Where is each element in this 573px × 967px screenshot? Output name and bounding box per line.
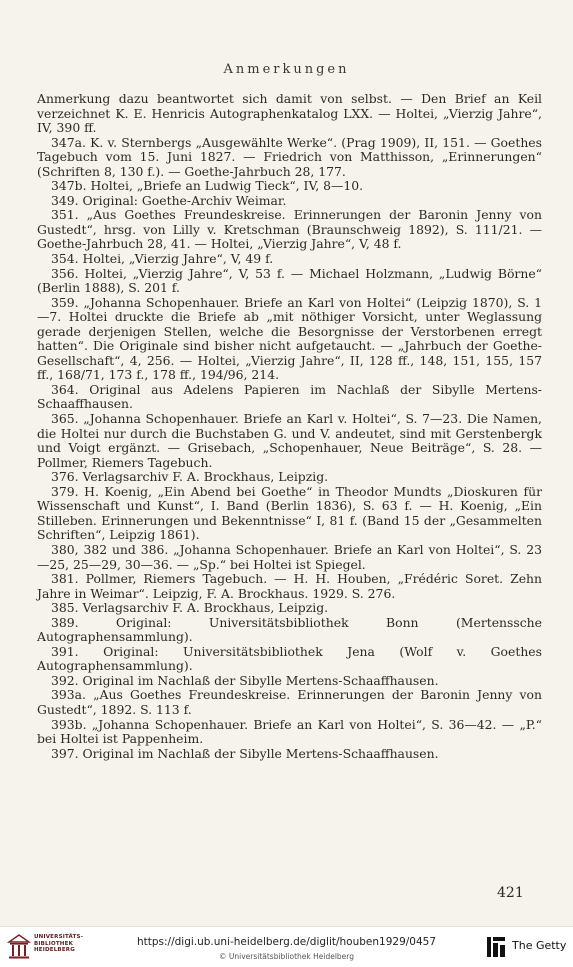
note-paragraph: 385. Verlagsarchiv F. A. Brockhaus, Leipzig. [51, 600, 329, 616]
note-paragraph: 349. Original: Goethe-Archiv Weimar. [51, 192, 287, 208]
library-name-line: BIBLIOTHEK [34, 940, 74, 947]
note-paragraph: 379. H. Koenig, „Ein Abend bei Goethe“ in Theodor Mundts „Dioskuren für Wissenschaft und Kunst“, I. Band (Berlin 1836), S. 63 f. — H. Koenig, „Ein Stilleben. Erinnerungen und Bekenntnisse“ I, 81 f. (Band 15 der „Gesammelten Schriften“, Leipzig 1861). [37, 483, 542, 543]
note-paragraph: 380, 382 und 386. „Johanna Schopenhauer. Briefe an Karl von Holtei“, S. 23—25, 25—29, 30—36. — „Sp.“ bei Holtei ist Spiegel. [37, 541, 542, 572]
note-paragraph: 389. Original: Universitätsbibliothek Bonn (Mertenssche Autographensammlung). [37, 614, 542, 645]
running-head: Anmerkungen [223, 62, 350, 77]
getty-logo-icon [486, 936, 506, 958]
permalink-url[interactable]: https://digi.ub.uni-heidelberg.de/diglit/houben1929/0457 [136, 936, 437, 948]
note-paragraph: 392. Original im Nachlaß der Sibylle Mertens-Schaaffhausen. [51, 672, 439, 688]
note-paragraph: 376. Verlagsarchiv F. A. Brockhaus, Leipzig. [51, 469, 329, 485]
note-paragraph: 364. Original aus Adelens Papieren im Nachlaß der Sibylle Mertens-Schaaffhausen. [37, 381, 542, 412]
note-paragraph: 347b. Holtei, „Briefe an Ludwig Tieck“, IV, 8—10. [51, 178, 364, 194]
page-number: 421 [497, 885, 524, 901]
library-name-line: HEIDELBERG [34, 947, 75, 953]
viewer-footer [0, 926, 573, 967]
note-paragraph: 351. „Aus Goethes Freundeskreise. Erinnerungen der Baronin Jenny von Gustedt“, hrsg. von Lilly v. Kretschman (Braunschweig 1892), S. 111/21. — Goethe-Jahrbuch 28, 41. — Holtei, „Vierzig Jahre“, V, 48 f. [37, 207, 542, 252]
notes-text [37, 92, 542, 761]
note-paragraph: 393a. „Aus Goethes Freundeskreise. Erinnerungen der Baronin Jenny von Gustedt“, 1892. S. 113 f. [37, 687, 542, 717]
note-paragraph: 391. Original: Universitätsbibliothek Jena (Wolf v. Goethes Autographensammlung). [37, 643, 542, 674]
note-paragraph: 365. „Johanna Schopenhauer. Briefe an Karl v. Holtei“, S. 7—23. Die Namen, die Holtei nur durch die Buchstaben G. und V. andeutet, sind mit Gerstenbergk und Voigt ergänzt. — Grisebach, „Schopenhauer, Neue Beiträge“, S. 28. — Pollmer, Riemers Tagebuch. [37, 411, 542, 470]
note-paragraph: 381. Pollmer, Riemers Tagebuch. — H. H. Houben, „Frédéric Soret. Zehn Jahre in Weimar“. Leipzig, F. A. Brockhaus. 1929. S. 276. [37, 571, 542, 601]
note-paragraph: 393b. „Johanna Schopenhauer. Briefe an Karl von Holtei“, S. 36—42. — „P.“ bei Holtei ist Pappenheim. [37, 716, 542, 747]
note-paragraph: 356. Holtei, „Vierzig Jahre“, V, 53 f. — Michael Holzmann, „Ludwig Börne“ (Berlin 1888), S. 201 f. [37, 265, 542, 296]
sponsor-name: The Getty [512, 939, 567, 952]
note-paragraph: 347a. K. v. Sternbergs „Ausgewählte Werke“. (Prag 1909), II, 151. — Goethes Tagebuch vom 15. Juni 1827. — Friedrich von Matthisson, „Erinnerungen“ (Schriften 8, 130 f.). — Goethe-Jahrbuch 28, 177. [37, 134, 542, 179]
library-name-line: UNIVERSITÄTS- [34, 934, 84, 940]
note-paragraph: Anmerkung dazu beantwortet sich damit von selbst. — Den Brief an Keil verzeichnet K. E. Henricis Autographenkatalog LXX. — Holtei, „Vierzig Jahre“, IV, 390 ff. [37, 91, 542, 136]
note-paragraph: 354. Holtei, „Vierzig Jahre“, V, 49 f. [51, 251, 274, 267]
note-paragraph: 359. „Johanna Schopenhauer. Briefe an Karl von Holtei“ (Leipzig 1870), S. 1—7. Holtei druckte die Briefe ab „mit nöthiger Vorsicht, unter Weglassung gerade derjenigen Stellen, welche die Besorgnisse der Verstorbenen erregt hatten“. Die Originale sind bisher nicht aufgetaucht. — „Jahrbuch der Goethe-Gesellschaft“, 4, 256. — Holtei, „Vierzig Jahre“, II, 128 ff., 148, 151, 155, 157 ff., 168/71, 173 f., 178 ff., 194/96, 214. [37, 294, 542, 383]
copyright-notice: © Universitätsbibliothek Heidelberg [218, 952, 354, 961]
note-paragraph: 397. Original im Nachlaß der Sibylle Mertens-Schaaffhausen. [51, 745, 439, 761]
